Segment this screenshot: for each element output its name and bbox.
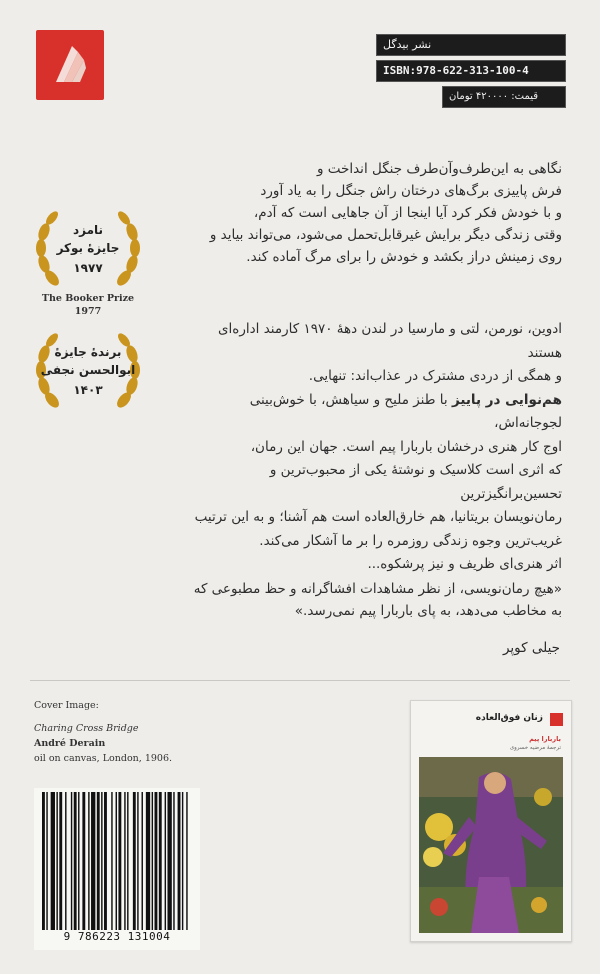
laurel-wreath-icon xyxy=(30,330,146,416)
painting-title: Charing Cross Bridge xyxy=(34,723,139,734)
synopsis-line: روی زمینش دراز بکشد و خودش را برای مرگ آماده کند. xyxy=(246,249,562,265)
synopsis-paragraph-2 xyxy=(182,318,562,577)
quote-line: «هیچ رمان‌نویسی، از نظر مشاهدات افشاگرانه و حظ مطبوعی که xyxy=(193,581,562,597)
thumb-title: زنان فوق‌العاده xyxy=(475,713,543,723)
synopsis-line: و همگی از دردی مشترک در عذاب‌اند: تنهایی. xyxy=(308,368,562,384)
award-year: ۱۹۷۷ xyxy=(73,261,103,275)
award-line: جایزهٔ بوکر xyxy=(56,241,120,255)
painting-medium: oil on canvas, London, 1906. xyxy=(34,753,173,764)
booker-en-year: 1977 xyxy=(74,306,102,317)
synopsis-line: فرش پاییزی برگ‌های درختان راش جنگل را به یاد آورد xyxy=(260,183,562,199)
synopsis-line: اثر هنری‌ای ظریف و نیز پرشکوه... xyxy=(367,556,562,572)
price: قیمت: ۴۲۰۰۰۰ تومان xyxy=(442,86,566,108)
painting-artist: André Derain xyxy=(34,738,106,749)
quote-line: به مخاطب می‌دهد، به پای باربارا پیم نمی‌رسد.» xyxy=(294,603,562,619)
publisher-info-box xyxy=(376,34,566,112)
booker-award-badge xyxy=(30,208,146,294)
synopsis-line: نگاهی به این‌طرف‌وآن‌طرف جنگل انداخت و xyxy=(316,161,562,177)
quote-author: جیلی کوپر xyxy=(502,640,560,656)
synopsis-line: که اثری است کلاسیک و نوشتۀ یکی از محبوب‌ترین و تحسین‌برانگیزترین xyxy=(269,462,562,502)
laurel-wreath-icon xyxy=(30,208,146,294)
synopsis-line: ادوین، نورمن، لتی و مارسیا در لندن دهۀ ۱۹۷۰ کارمند اداره‌ای هستند xyxy=(217,321,562,361)
isbn-barcode xyxy=(34,788,200,950)
synopsis-paragraph-1 xyxy=(182,158,562,268)
publisher-mini-logo-icon xyxy=(550,713,563,726)
synopsis-line: اوج کار هنری درخشان باربارا پیم است. جهان این رمان، xyxy=(250,438,562,455)
cover-painting-image xyxy=(419,757,563,933)
najafi-award-badge xyxy=(30,330,146,416)
cover-credit-label: Cover Image: xyxy=(34,700,99,711)
divider xyxy=(30,680,570,681)
publisher-name: نشر بیدگل xyxy=(376,34,566,56)
bidgol-logo-icon xyxy=(52,42,88,88)
review-quote xyxy=(132,578,562,622)
cover-credit xyxy=(34,698,172,766)
barcode-icon xyxy=(42,792,192,930)
synopsis-line-rest: با طنز ملیح و سیاهش، با خوش‌بینی لجوجانه‌اش، xyxy=(249,391,562,431)
booker-caption xyxy=(30,292,146,318)
award-year: ۱۴۰۳ xyxy=(73,383,103,397)
isbn: ISBN:978-622-313-100-4 xyxy=(376,60,566,82)
book-title-inline: هم‌نوایی در پاییز xyxy=(451,391,562,408)
synopsis-line: رمان‌نویسان بریتانیا، هم خارق‌العاده است هم آشنا؛ و به این ترتیب xyxy=(194,509,562,525)
publisher-logo xyxy=(36,30,104,100)
book-cover-thumbnail xyxy=(410,700,572,942)
synopsis-line: وقتی زندگی دیگر برایش غیرقابل‌تحمل می‌شود، می‌تواند بیاید و xyxy=(209,227,562,243)
synopsis-line: غریب‌ترین وجوه زندگی روزمره را بر ما آشکار می‌کند. xyxy=(259,532,562,549)
thumb-author: باربارا پیم xyxy=(529,735,561,743)
booker-en-name: The Booker Prize xyxy=(41,293,135,304)
thumb-translator: ترجمهٔ مرضیه خسروی xyxy=(509,745,561,751)
barcode-digits: 9 786223 131004 xyxy=(63,930,171,943)
award-line: برندهٔ جایزهٔ xyxy=(54,345,122,359)
award-line: نامزد xyxy=(72,223,104,237)
award-line: ابوالحسن نجفی xyxy=(40,363,136,377)
synopsis-line: و با خودش فکر کرد آیا اینجا از آن جاهایی است که آدم، xyxy=(253,205,562,221)
synopsis-line xyxy=(182,389,562,436)
